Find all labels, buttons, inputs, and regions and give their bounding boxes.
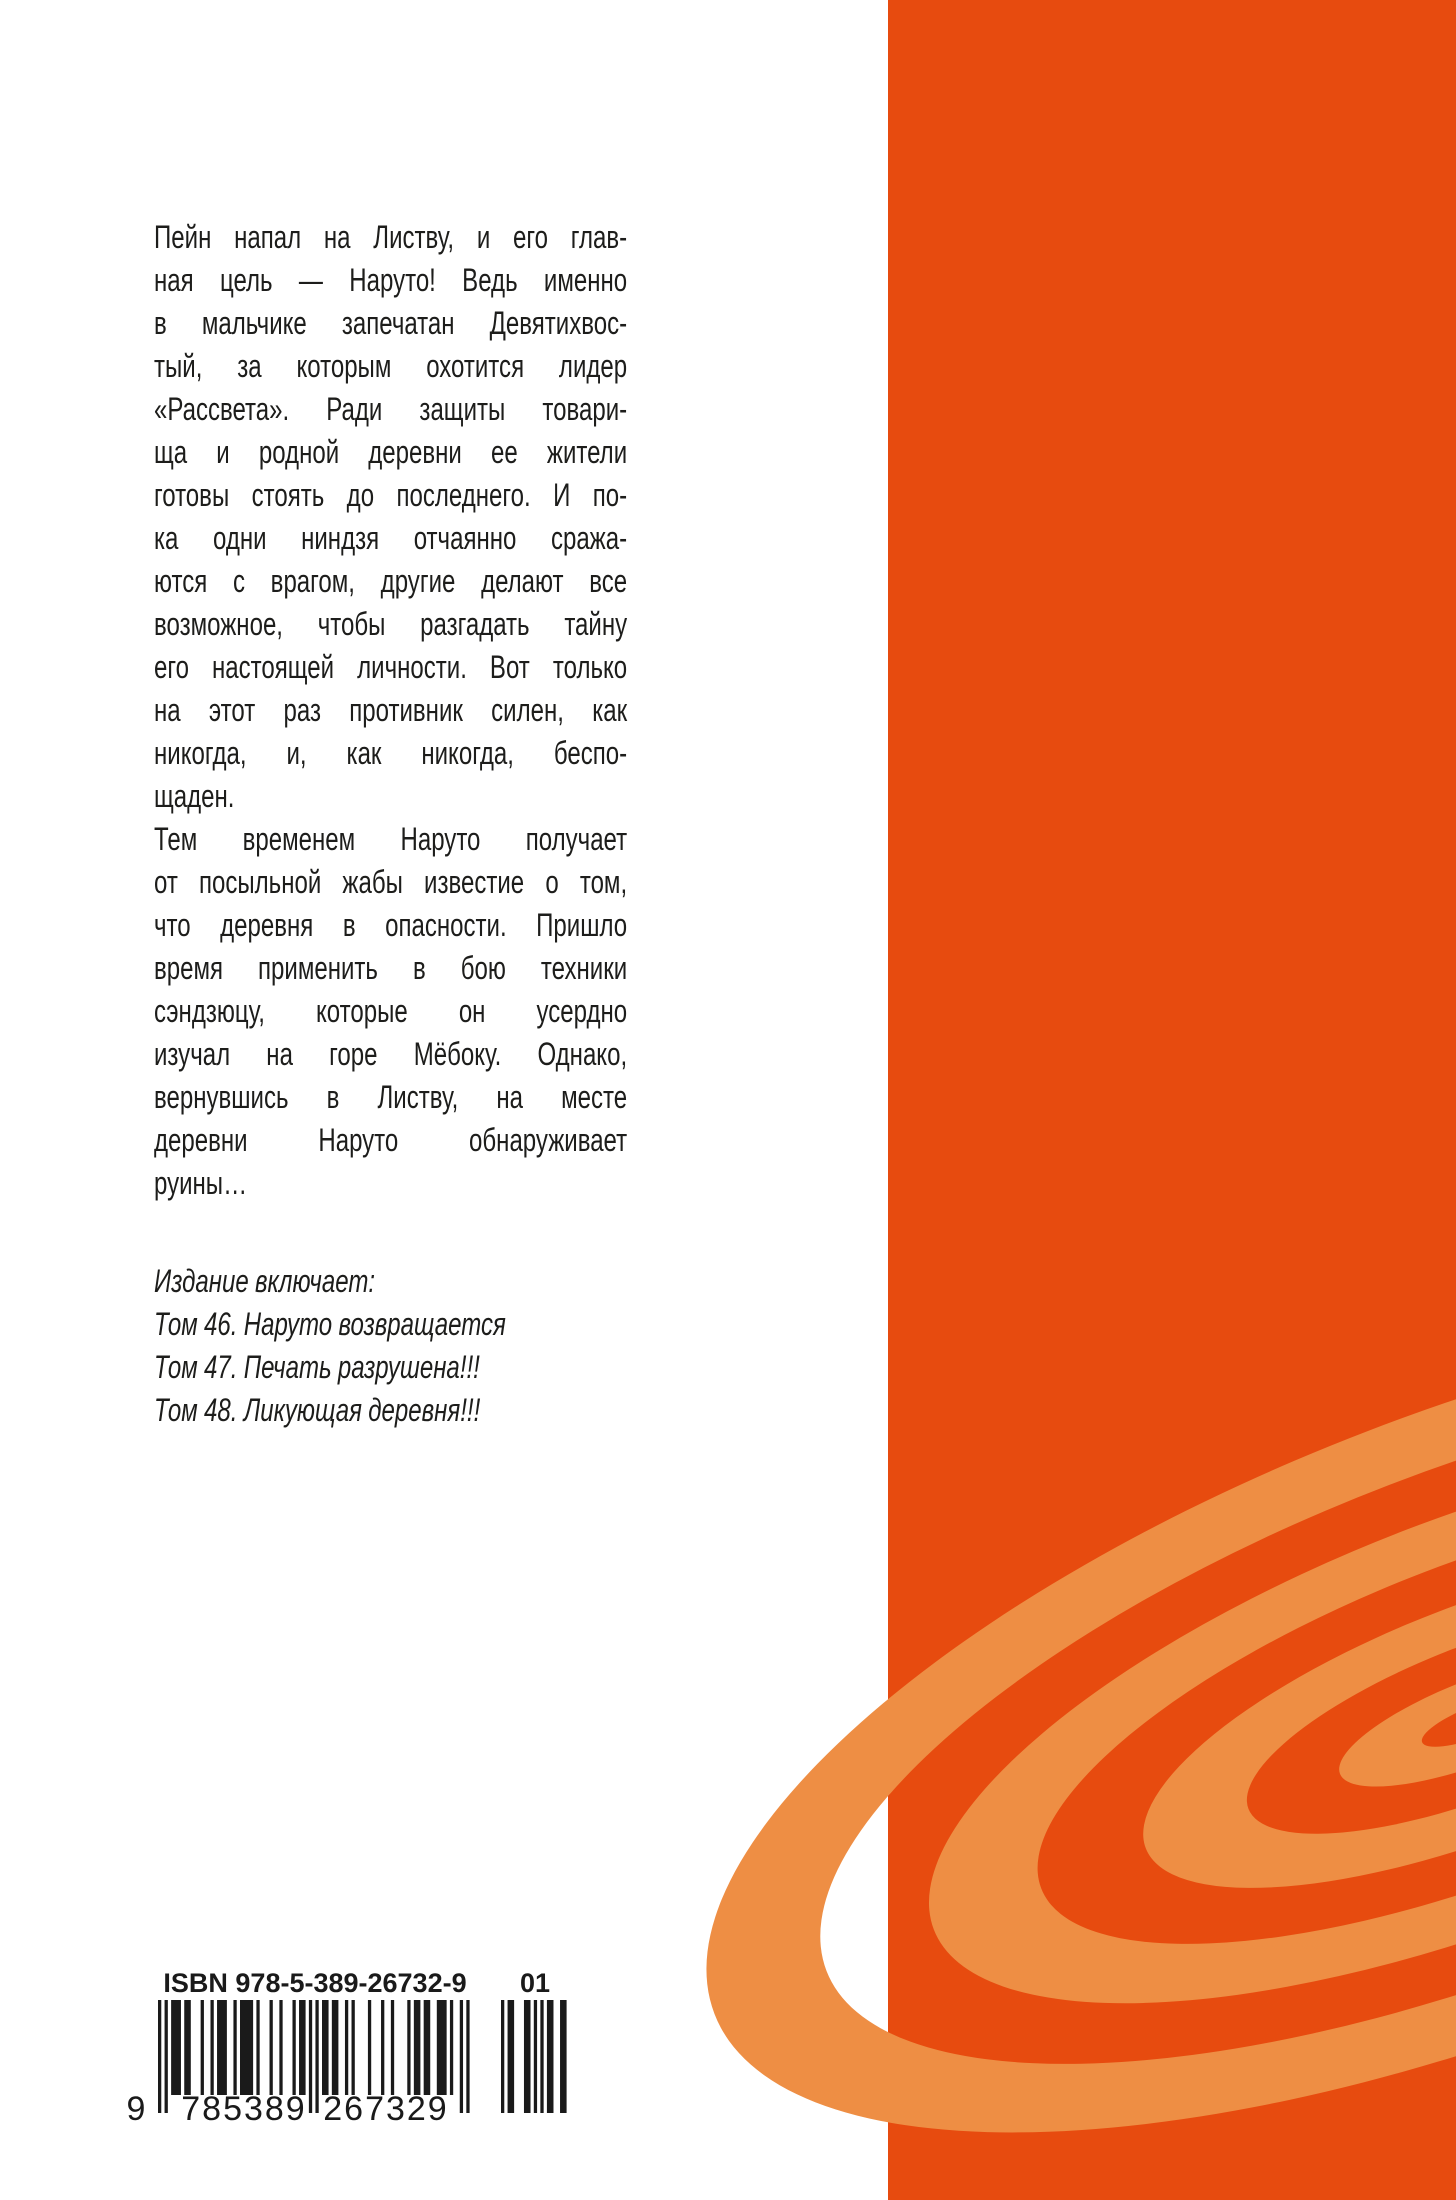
barcode-bar: [524, 2000, 531, 2113]
barcode-bar: [560, 2000, 567, 2113]
text-line: изучал на горе Мёбоку. Однако,: [154, 1036, 628, 1072]
barcode-bar: [158, 2000, 161, 2113]
barcode-bar: [391, 2000, 394, 2095]
barcode-bar: [171, 2000, 181, 2095]
text-line: тый, за которым охотится лидер: [154, 348, 628, 384]
text-line: Тем временем Наруто получает: [154, 821, 628, 857]
barcode-bar: [424, 2000, 431, 2095]
text-line: Том 47. Печать разрушена!!!: [154, 1349, 480, 1385]
barcode-bar: [368, 2000, 371, 2095]
text-line: деревни Наруто обнаруживает: [154, 1122, 628, 1158]
text-line: в мальчике запечатан Девятихвос-: [154, 305, 628, 341]
text-line: Пейн напал на Листву, и его глав-: [154, 219, 628, 255]
barcode-bar: [256, 2000, 259, 2095]
annotation-paragraph-1: [154, 216, 627, 818]
barcode-bar: [407, 2000, 410, 2095]
text-line: сэндзюцу, которые он усердно: [154, 993, 628, 1029]
edition-contents: [154, 1260, 627, 1432]
barcode-bar: [534, 2000, 537, 2113]
text-line: на этот раз противник силен, как: [154, 692, 628, 728]
barcode-bar: [540, 2000, 543, 2113]
barcode-bar: [345, 2000, 348, 2095]
text-line: Том 48. Ликующая деревня!!!: [154, 1392, 481, 1428]
barcode-digits-group2: 267329: [323, 2090, 449, 2128]
barcode-bar: [240, 2000, 253, 2095]
annotation-paragraph-2: [154, 818, 627, 1205]
text-line: его настоящей личности. Вот только: [154, 649, 628, 685]
text-line: щаден.: [154, 778, 235, 814]
text-line: вернувшись в Листву, на месте: [154, 1079, 628, 1115]
barcode-bar: [501, 2000, 504, 2113]
barcode-bar: [299, 2000, 306, 2095]
text-line: готовы стоять до последнего. И по-: [154, 477, 628, 513]
edition-header: Издание включает:: [154, 1263, 376, 1299]
barcode-bar: [381, 2000, 384, 2095]
text-line: «Рассвета». Ради защиты товари-: [154, 391, 628, 427]
text-line: возможное, чтобы разгадать тайну: [154, 606, 628, 642]
annotation-text: [154, 216, 627, 1432]
barcode-bar: [414, 2000, 421, 2095]
edition-volume-list: [154, 1303, 627, 1432]
text-line: ща и родной деревни ее жители: [154, 434, 628, 470]
barcode-bar: [233, 2000, 236, 2095]
barcode-bar: [217, 2000, 227, 2095]
barcode-bar: [508, 2000, 515, 2113]
barcode-bar: [210, 2000, 213, 2095]
barcode-bar: [322, 2000, 329, 2095]
barcode-bar: [332, 2000, 339, 2095]
text-line: никогда, и, как никогда, беспо-: [154, 735, 628, 771]
isbn-label: ISBN 978-5-389-26732-9: [163, 1968, 467, 1998]
text-line: Том 46. Наруто возвращается: [154, 1306, 506, 1342]
barcode-bar: [292, 2000, 295, 2095]
barcode-bar: [437, 2000, 447, 2095]
text-line: ка одни ниндзя отчаянно сража-: [154, 520, 628, 556]
barcode-bar: [270, 2000, 273, 2095]
barcode-bar: [547, 2000, 554, 2113]
text-line: руины…: [154, 1165, 248, 1201]
text-line: время применить в бою техники: [154, 950, 628, 986]
barcode-digits-group1: 785389: [181, 2090, 307, 2128]
text-line: что деревня в опасности. Пришло: [154, 907, 628, 943]
text-line: от посыльной жабы известие о том,: [154, 864, 628, 900]
barcode-bar: [466, 2000, 469, 2113]
barcode-bar: [201, 2000, 204, 2095]
text-line: ная цель — Наруто! Ведь именно: [154, 262, 628, 298]
barcode-bar: [352, 2000, 355, 2095]
barcode-bar: [184, 2000, 191, 2095]
barcode-digit-leading: 9: [126, 2090, 148, 2128]
isbn-barcode-block: [120, 1966, 590, 2136]
barcode-bar: [450, 2000, 453, 2095]
text-line: ются с врагом, другие делают все: [154, 563, 628, 599]
barcode-bar: [279, 2000, 282, 2095]
barcode-addon-label: 01: [519, 1968, 551, 1998]
